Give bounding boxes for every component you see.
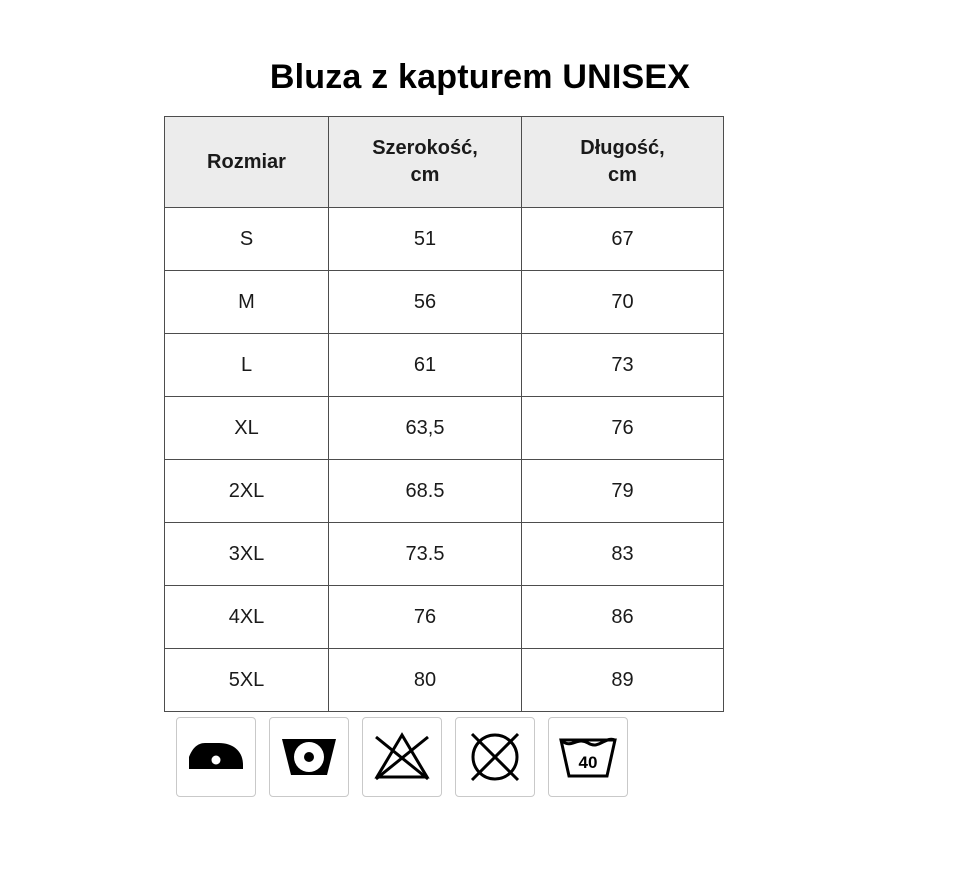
cell-size: 5XL xyxy=(165,649,329,712)
cell-length: 79 xyxy=(522,460,724,523)
tumble-dry-normal-icon xyxy=(269,717,349,797)
column-header-size xyxy=(165,117,329,208)
column-header-width-label: Szerokość, xyxy=(372,137,478,159)
table-row xyxy=(165,271,724,334)
cell-size: L xyxy=(165,334,329,397)
column-header-width-unit: cm xyxy=(410,164,440,186)
do-not-bleach-icon xyxy=(362,717,442,797)
cell-length: 70 xyxy=(522,271,724,334)
cell-length: 89 xyxy=(522,649,724,712)
table-row xyxy=(165,523,724,586)
cell-length: 76 xyxy=(522,397,724,460)
cell-width: 61 xyxy=(329,334,522,397)
cell-width: 73.5 xyxy=(329,523,522,586)
table-header-row xyxy=(165,117,724,208)
column-header-length-label: Długość, xyxy=(580,137,665,159)
cell-width: 51 xyxy=(329,208,522,271)
iron-one-dot-icon xyxy=(176,717,256,797)
do-not-dry-clean-icon xyxy=(455,717,535,797)
cell-width: 68.5 xyxy=(329,460,522,523)
table-header xyxy=(165,117,724,208)
cell-size: XL xyxy=(165,397,329,460)
cell-size: 3XL xyxy=(165,523,329,586)
column-header-length xyxy=(522,117,724,208)
table-body xyxy=(165,208,724,712)
svg-text:40: 40 xyxy=(578,753,598,772)
cell-size: 2XL xyxy=(165,460,329,523)
cell-length: 86 xyxy=(522,586,724,649)
cell-size: 4XL xyxy=(165,586,329,649)
cell-width: 56 xyxy=(329,271,522,334)
table-row xyxy=(165,334,724,397)
cell-width: 76 xyxy=(329,586,522,649)
page-title: Bluza z kapturem UNISEX xyxy=(269,58,691,96)
column-header-size-label: Rozmiar xyxy=(207,150,286,173)
cell-size: M xyxy=(165,271,329,334)
cell-size: S xyxy=(165,208,329,271)
table-row xyxy=(165,397,724,460)
table-row xyxy=(165,460,724,523)
cell-width: 63,5 xyxy=(329,397,522,460)
cell-length: 83 xyxy=(522,523,724,586)
care-symbols xyxy=(176,717,628,797)
cell-width: 80 xyxy=(329,649,522,712)
table-row xyxy=(165,649,724,712)
size-table xyxy=(164,116,724,712)
table-row xyxy=(165,586,724,649)
column-header-length-unit: cm xyxy=(608,164,637,186)
wash-40-icon xyxy=(548,717,628,797)
column-header-width xyxy=(329,117,522,208)
table-row xyxy=(165,208,724,271)
cell-length: 67 xyxy=(522,208,724,271)
cell-length: 73 xyxy=(522,334,724,397)
